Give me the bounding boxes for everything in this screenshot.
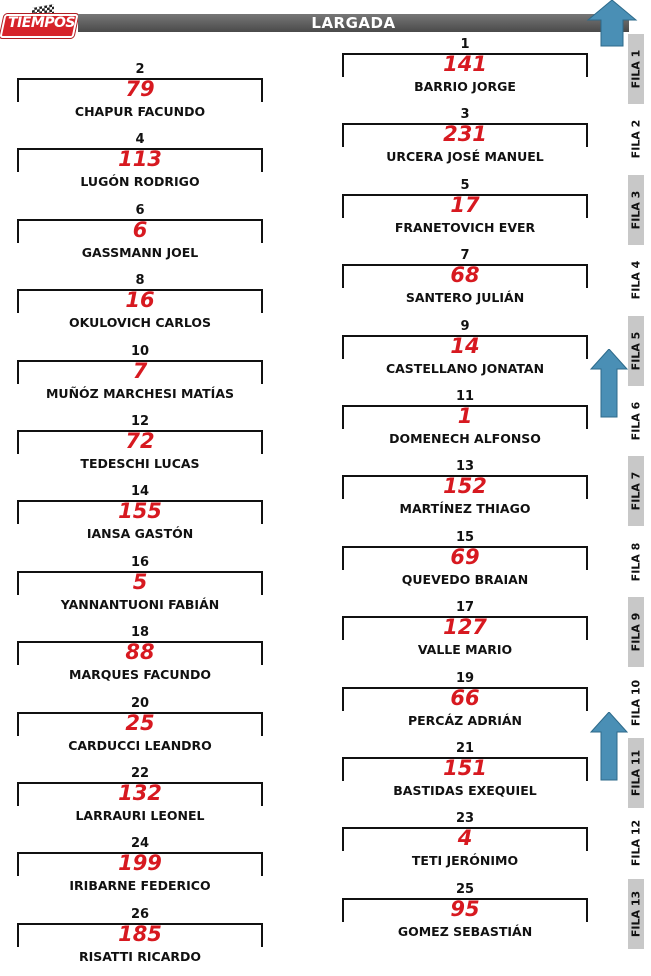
car-number: 69 [450, 544, 480, 569]
row-label [628, 879, 644, 949]
row-label [628, 668, 644, 738]
car-number: 7 [132, 358, 148, 383]
car-number: 68 [450, 263, 480, 288]
row-label-text: FILA 12 [629, 820, 643, 867]
row-label [628, 245, 644, 315]
car-number: 88 [125, 640, 155, 665]
up-arrow-icon [586, 0, 638, 48]
grid-slot [17, 204, 263, 264]
driver-name: CASTELLANO JONATAN [385, 360, 545, 376]
grid-slot [342, 249, 588, 309]
driver-name: SANTERO JULIÁN [405, 290, 525, 306]
grid-slot [342, 108, 588, 168]
row-label-text: FILA 10 [629, 679, 643, 726]
grid-position: 5 [460, 177, 470, 193]
grid-position: 8 [135, 273, 145, 289]
car-number: 5 [132, 569, 148, 594]
grid-slot [17, 837, 263, 897]
grid-position: 15 [455, 529, 475, 545]
row-label-text: FILA 2 [629, 120, 643, 159]
grid-position: 26 [130, 906, 150, 922]
car-number: 141 [443, 52, 487, 76]
grid-position: 23 [455, 811, 475, 827]
driver-name: BARRIO JORGE [414, 79, 516, 94]
up-arrow-icon [589, 712, 629, 782]
grid-slot [342, 601, 588, 661]
grid-position: 16 [130, 554, 150, 570]
car-number: 79 [125, 77, 155, 101]
car-number: 231 [443, 122, 487, 147]
grid-position: 3 [460, 107, 470, 123]
driver-name: URCERA JOSÉ MANUEL [386, 149, 544, 165]
title-bar [78, 14, 629, 32]
grid-slot [17, 63, 263, 123]
grid-position: 1 [460, 37, 470, 52]
car-number: 4 [457, 826, 473, 851]
car-number: 1 [457, 404, 473, 428]
car-number: 185 [118, 921, 162, 946]
grid-slot [342, 460, 588, 520]
grid-slot [342, 531, 588, 591]
grid-slot [342, 38, 588, 98]
grid-slot [17, 908, 263, 968]
driver-name: CARDUCCI LEANDRO [68, 737, 212, 753]
up-arrow-icon [589, 349, 629, 419]
car-number: 17 [450, 192, 480, 217]
grid-position: 7 [460, 248, 470, 264]
grid-slot [342, 742, 588, 802]
row-label-text: FILA 13 [629, 890, 643, 937]
grid-slot [342, 390, 588, 450]
grid-position: 9 [460, 318, 470, 334]
grid-slot [342, 320, 588, 380]
grid-position: 20 [130, 695, 150, 711]
row-label-text: FILA 9 [629, 612, 643, 652]
car-number: 72 [125, 429, 155, 453]
driver-name: MARTÍNEZ THIAGO [399, 501, 531, 517]
grid-position: 11 [455, 389, 475, 404]
grid-position: 24 [130, 836, 150, 852]
row-label [628, 738, 644, 808]
grid-position: 14 [130, 484, 150, 500]
car-number: 151 [443, 756, 487, 780]
car-number: 113 [118, 147, 162, 172]
driver-name: IRIBARNE FEDERICO [69, 878, 211, 894]
car-number: 25 [125, 710, 155, 735]
grid-slot [17, 485, 263, 545]
row-label [628, 104, 644, 174]
driver-name: DOMENECH ALFONSO [389, 431, 541, 446]
row-label-text: FILA 3 [629, 190, 643, 230]
grid-position: 21 [455, 741, 475, 756]
grid-position: 17 [455, 600, 475, 616]
driver-name: BASTIDAS EXEQUIEL [393, 783, 537, 798]
row-label [628, 175, 644, 245]
driver-name: QUEVEDO BRAIAN [401, 571, 529, 587]
row-label-text: FILA 4 [629, 260, 643, 300]
grid-slot [17, 697, 263, 757]
car-number: 66 [450, 685, 480, 710]
row-label-text: FILA 6 [629, 401, 643, 441]
row-label [628, 456, 644, 526]
row-label [628, 386, 644, 456]
driver-name: TETI JERÓNIMO [411, 853, 519, 869]
grid-slot [342, 179, 588, 239]
driver-name: IANSA GASTÓN [86, 526, 194, 542]
grid-position: 25 [455, 881, 475, 897]
car-number: 16 [125, 288, 155, 313]
row-label [628, 597, 644, 667]
row-label-text: FILA 5 [629, 331, 643, 370]
driver-name: GASSMANN JOEL [81, 244, 199, 260]
driver-name: RISATTI RICARDO [78, 948, 202, 964]
car-number: 14 [450, 333, 480, 358]
tiempos-logo [2, 6, 75, 34]
logo-text: TIEMPOS [8, 15, 75, 31]
grid-position: 12 [130, 414, 150, 429]
grid-slot [342, 672, 588, 732]
row-label-text: FILA 8 [629, 542, 643, 582]
grid-position: 22 [130, 766, 150, 781]
car-number: 127 [443, 615, 487, 640]
grid-slot [342, 812, 588, 872]
car-number: 6 [132, 217, 148, 242]
driver-name: LUGÓN RODRIGO [80, 174, 200, 190]
grid-slot [17, 274, 263, 334]
grid-position: 13 [455, 459, 475, 475]
driver-name: CHAPUR FACUNDO [74, 104, 206, 119]
car-number: 155 [118, 499, 162, 524]
driver-name: MARQUES FACUNDO [69, 667, 211, 683]
grid-position: 19 [455, 670, 475, 686]
car-number: 95 [450, 896, 480, 921]
grid-slot [17, 626, 263, 686]
driver-name: YANNANTUONI FABIÁN [60, 596, 220, 612]
driver-name: LARRAURI LEONEL [75, 808, 205, 823]
row-label [628, 316, 644, 386]
grid-position: 18 [130, 625, 150, 641]
driver-name: TEDESCHI LUCAS [80, 456, 200, 471]
grid-slot [17, 556, 263, 616]
row-label-text: FILA 7 [629, 472, 643, 511]
grid-position: 6 [135, 202, 145, 218]
car-number: 152 [443, 474, 487, 499]
row-label [628, 527, 644, 597]
row-label [628, 808, 644, 878]
driver-name: GOMEZ SEBASTIÁN [397, 923, 533, 939]
driver-name: PERCÁZ ADRIÁN [407, 712, 523, 728]
grid-position: 4 [135, 132, 145, 148]
car-number: 199 [118, 851, 162, 876]
car-number: 132 [118, 781, 162, 805]
grid-slot [342, 883, 588, 943]
page-title: LARGADA [311, 14, 396, 32]
driver-name: VALLE MARIO [417, 642, 513, 658]
grid-position: 2 [135, 62, 145, 77]
row-label-text: FILA 11 [629, 749, 643, 797]
grid-slot [17, 133, 263, 193]
row-label-text: FILA 1 [629, 49, 643, 89]
driver-name: MUÑÓZ MARCHESI MATÍAS [45, 385, 234, 401]
grid-position: 10 [130, 343, 150, 359]
grid-slot [17, 767, 263, 827]
grid-slot [17, 345, 263, 405]
grid-slot [17, 415, 263, 475]
driver-name: OKULOVICH CARLOS [69, 315, 211, 331]
driver-name: FRANETOVICH EVER [394, 219, 536, 235]
